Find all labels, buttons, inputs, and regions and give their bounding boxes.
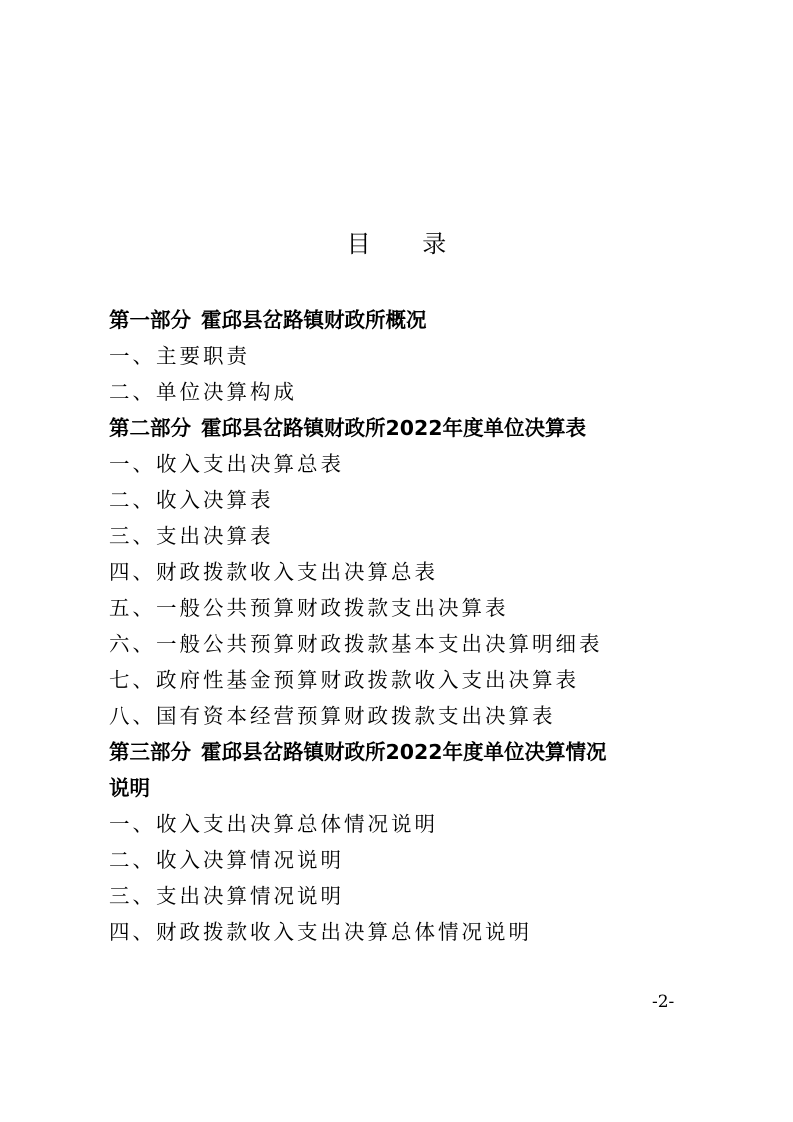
table-of-contents bbox=[109, 302, 709, 950]
toc-item[interactable]: 八、国有资本经营预算财政拨款支出决算表 bbox=[109, 704, 556, 728]
toc-item[interactable]: 三、支出决算表 bbox=[109, 524, 274, 548]
toc-item[interactable]: 二、收入决算表 bbox=[109, 488, 274, 512]
toc-item[interactable]: 四、财政拨款收入支出决算总表 bbox=[109, 560, 438, 584]
toc-item[interactable]: 三、支出决算情况说明 bbox=[109, 884, 344, 908]
toc-part-2-heading[interactable] bbox=[109, 410, 709, 446]
toc-part-label: 第三部分 bbox=[109, 740, 191, 764]
toc-part-1-heading[interactable] bbox=[109, 302, 709, 338]
toc-item[interactable]: 二、单位决算构成 bbox=[109, 380, 297, 404]
page-title: 目 录 bbox=[346, 230, 469, 258]
toc-item[interactable]: 七、政府性基金预算财政拨款收入支出决算表 bbox=[109, 668, 579, 692]
page-number: -2- bbox=[652, 992, 675, 1012]
toc-part-label: 第二部分 bbox=[109, 416, 191, 440]
toc-item[interactable]: 二、收入决算情况说明 bbox=[109, 848, 344, 872]
toc-part-title: 霍邱县岔路镇财政所概况 bbox=[201, 308, 427, 332]
toc-item[interactable]: 一、收入支出决算总表 bbox=[109, 452, 344, 476]
toc-item[interactable]: 四、财政拨款收入支出决算总体情况说明 bbox=[109, 920, 532, 944]
toc-part-3-heading-continued[interactable]: 说明 bbox=[109, 776, 150, 800]
toc-item[interactable]: 五、一般公共预算财政拨款支出决算表 bbox=[109, 596, 509, 620]
toc-item[interactable]: 一、收入支出决算总体情况说明 bbox=[109, 812, 438, 836]
toc-item[interactable]: 六、一般公共预算财政拨款基本支出决算明细表 bbox=[109, 632, 603, 656]
toc-part-label: 第一部分 bbox=[109, 308, 191, 332]
toc-part-title: 霍邱县岔路镇财政所2022年度单位决算情况 bbox=[201, 740, 607, 764]
toc-item[interactable]: 一、主要职责 bbox=[109, 344, 250, 368]
toc-part-title: 霍邱县岔路镇财政所2022年度单位决算表 bbox=[201, 416, 587, 440]
toc-part-3-heading[interactable] bbox=[109, 734, 709, 770]
